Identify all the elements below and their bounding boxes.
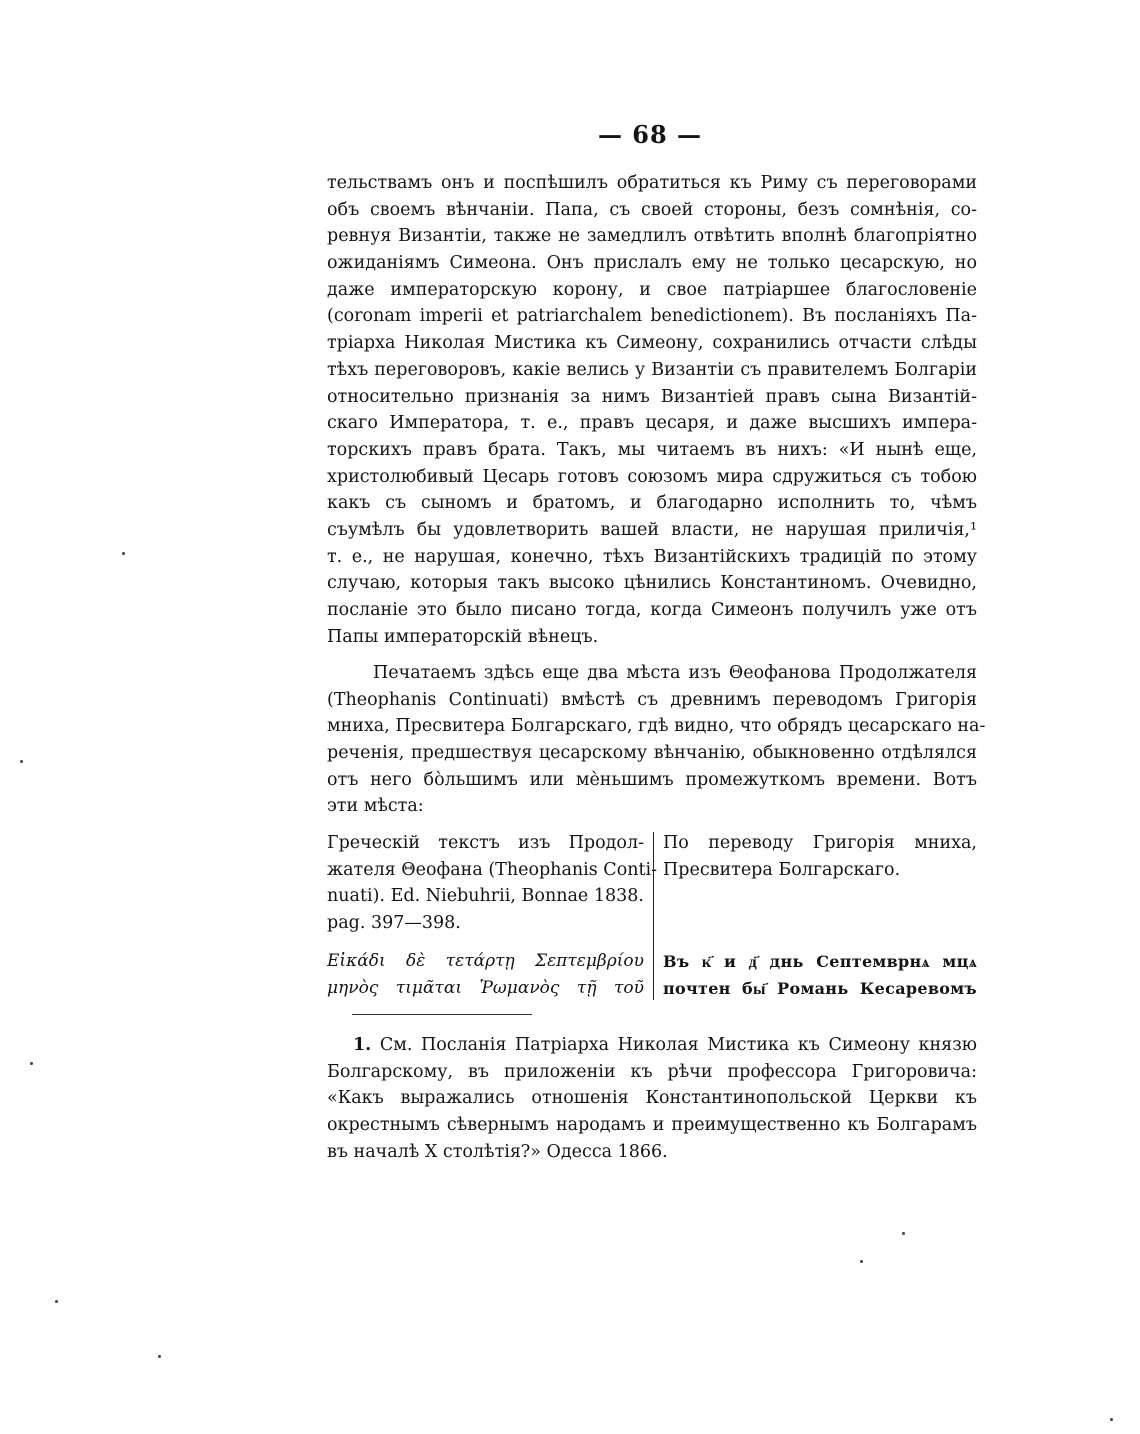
scan-speck — [902, 1232, 905, 1235]
text-line: ожиданіямъ Симеона. Онъ прислалъ ему не только цесарскую, но — [327, 253, 977, 274]
footnote-line: Болгарскому, въ приложеніи къ рѣчи профессора Григоровича: — [327, 1061, 977, 1082]
text-line: торскихъ правъ брата. Такъ, мы читаемъ въ нихъ: «И нынѣ еще, — [327, 439, 977, 460]
text-line: Пресвитера Болгарскаго. — [663, 859, 901, 880]
page-number: — 68 — — [597, 120, 703, 149]
footnote-line: окрестнымъ сѣвернымъ народамъ и преимущественно къ Болгарамъ — [327, 1115, 977, 1136]
text-line: жателя Θеофана (Theophanis Conti- — [327, 859, 658, 880]
translation-source-header — [663, 830, 977, 883]
text-line: даже императорскую корону, и свое патріаршее благословеніе — [327, 279, 977, 300]
scan-speck — [158, 1355, 161, 1358]
text-line: скаго Императора, т. е., правъ цесаря, и даже высшихъ импера- — [327, 413, 977, 434]
text-line: случаю, которыя такъ высоко цѣнились Константиномъ. Очевидно, — [327, 573, 977, 594]
text-line: (Theophanis Continuati) вмѣстѣ съ древнимъ переводомъ Григорія — [327, 689, 977, 710]
text-line: т. е., не нарушая, конечно, тѣхъ Византійскихъ традицій по этому — [327, 546, 977, 567]
text-line: эти мѣста: — [327, 796, 424, 817]
footnote-line — [327, 1032, 977, 1059]
scan-speck — [122, 552, 125, 555]
greek-text — [327, 948, 644, 1001]
footnote-text: См. Посланія Патріарха Николая Мистика къ Симеону князю — [379, 1035, 977, 1055]
footnote-number: 1. — [353, 1035, 372, 1055]
scan-speck — [1110, 1418, 1113, 1421]
text-line: почтен бы҃ Романь Кесаревомъ — [663, 978, 977, 998]
text-line: Печатаемъ здѣсь еще два мѣста изъ Θеофанова Продолжателя — [373, 663, 977, 683]
greek-source-header — [327, 830, 658, 937]
text-line: тріарха Николая Мистика къ Симеону, сохранились отчасти слѣды — [327, 333, 977, 354]
text-line: тельствамъ онъ и поспѣшилъ обратиться къ Риму съ переговорами — [327, 173, 977, 193]
second-paragraph — [327, 660, 986, 820]
text-line: христолюбивый Цесарь готовъ союзомъ мира сдружиться съ тобою — [327, 466, 977, 487]
parallel-text-columns — [327, 830, 977, 1000]
text-line: объ своемъ вѣнчаніи. Папа, съ своей стороны, безъ сомнѣнія, со- — [327, 199, 977, 220]
text-line: относительно признанія за нимъ Византіей правъ сына Византій- — [327, 386, 977, 407]
text-line: Папы императорскій вѣнецъ. — [327, 626, 599, 647]
text-line: μηνὸς τιμᾶται Ῥωμανὸς τῇ τοῦ — [327, 977, 644, 998]
text-line: ревнуя Византіи, также не замедлилъ отвѣтить вполнѣ благопріятно — [327, 226, 977, 247]
scan-speck — [20, 760, 23, 763]
text-line: Εἰκάδι δὲ τετάρτῃ Σεπτεμβρίου — [327, 951, 644, 971]
text-line: какъ съ сыномъ и братомъ, и благодарно исполнить то, чѣмъ — [327, 493, 977, 514]
text-line: pag. 397—398. — [327, 913, 461, 934]
text-line: отъ него бо̀льшимъ или мѐньшимъ промежуткомъ времени. Вотъ — [327, 769, 977, 790]
footnote-line: въ началѣ X столѣтія?» Одесса 1866. — [327, 1141, 668, 1162]
footnote — [327, 1032, 977, 1165]
text-line: По переводу Григорія мниха, — [663, 833, 977, 853]
scan-speck — [55, 1300, 58, 1303]
text-line: (coronam imperii et patriarchalem benedictionem). Въ посланіяхъ Па- — [327, 306, 977, 327]
footnote-line: «Какъ выражались отношенія Константинопольской Церкви къ — [327, 1088, 977, 1109]
text-line: мниха, Пресвитера Болгарскаго, гдѣ видно, что обрядъ цесарскаго на- — [327, 716, 986, 737]
text-line: посланіе это было писано тогда, когда Симеонъ получилъ уже отъ — [327, 600, 977, 620]
main-paragraph — [327, 170, 977, 650]
scan-speck — [30, 1062, 33, 1065]
text-line: съумѣлъ бы удовлетворить вашей власти, не нарушая приличія,¹ — [327, 519, 977, 540]
text-line: реченія, предшествуя цесарскому вѣнчанію, обыкновенно отдѣлялся — [327, 743, 977, 764]
footnote-separator — [352, 1014, 532, 1015]
text-line: Греческій текстъ изъ Продол- — [327, 833, 644, 853]
slavonic-text — [663, 948, 977, 1001]
column-divider — [653, 832, 654, 1000]
text-line: Въ к҃ и д҃ днь Септемврнѧ мцѧ — [663, 952, 977, 971]
text-line: nuati). Ed. Niebuhrii, Bonnae 1838. — [327, 886, 644, 907]
text-line: тѣхъ переговоровъ, какіе велись у Византіи съ правителемъ Болгаріи — [327, 359, 977, 380]
scan-speck — [860, 1260, 863, 1263]
